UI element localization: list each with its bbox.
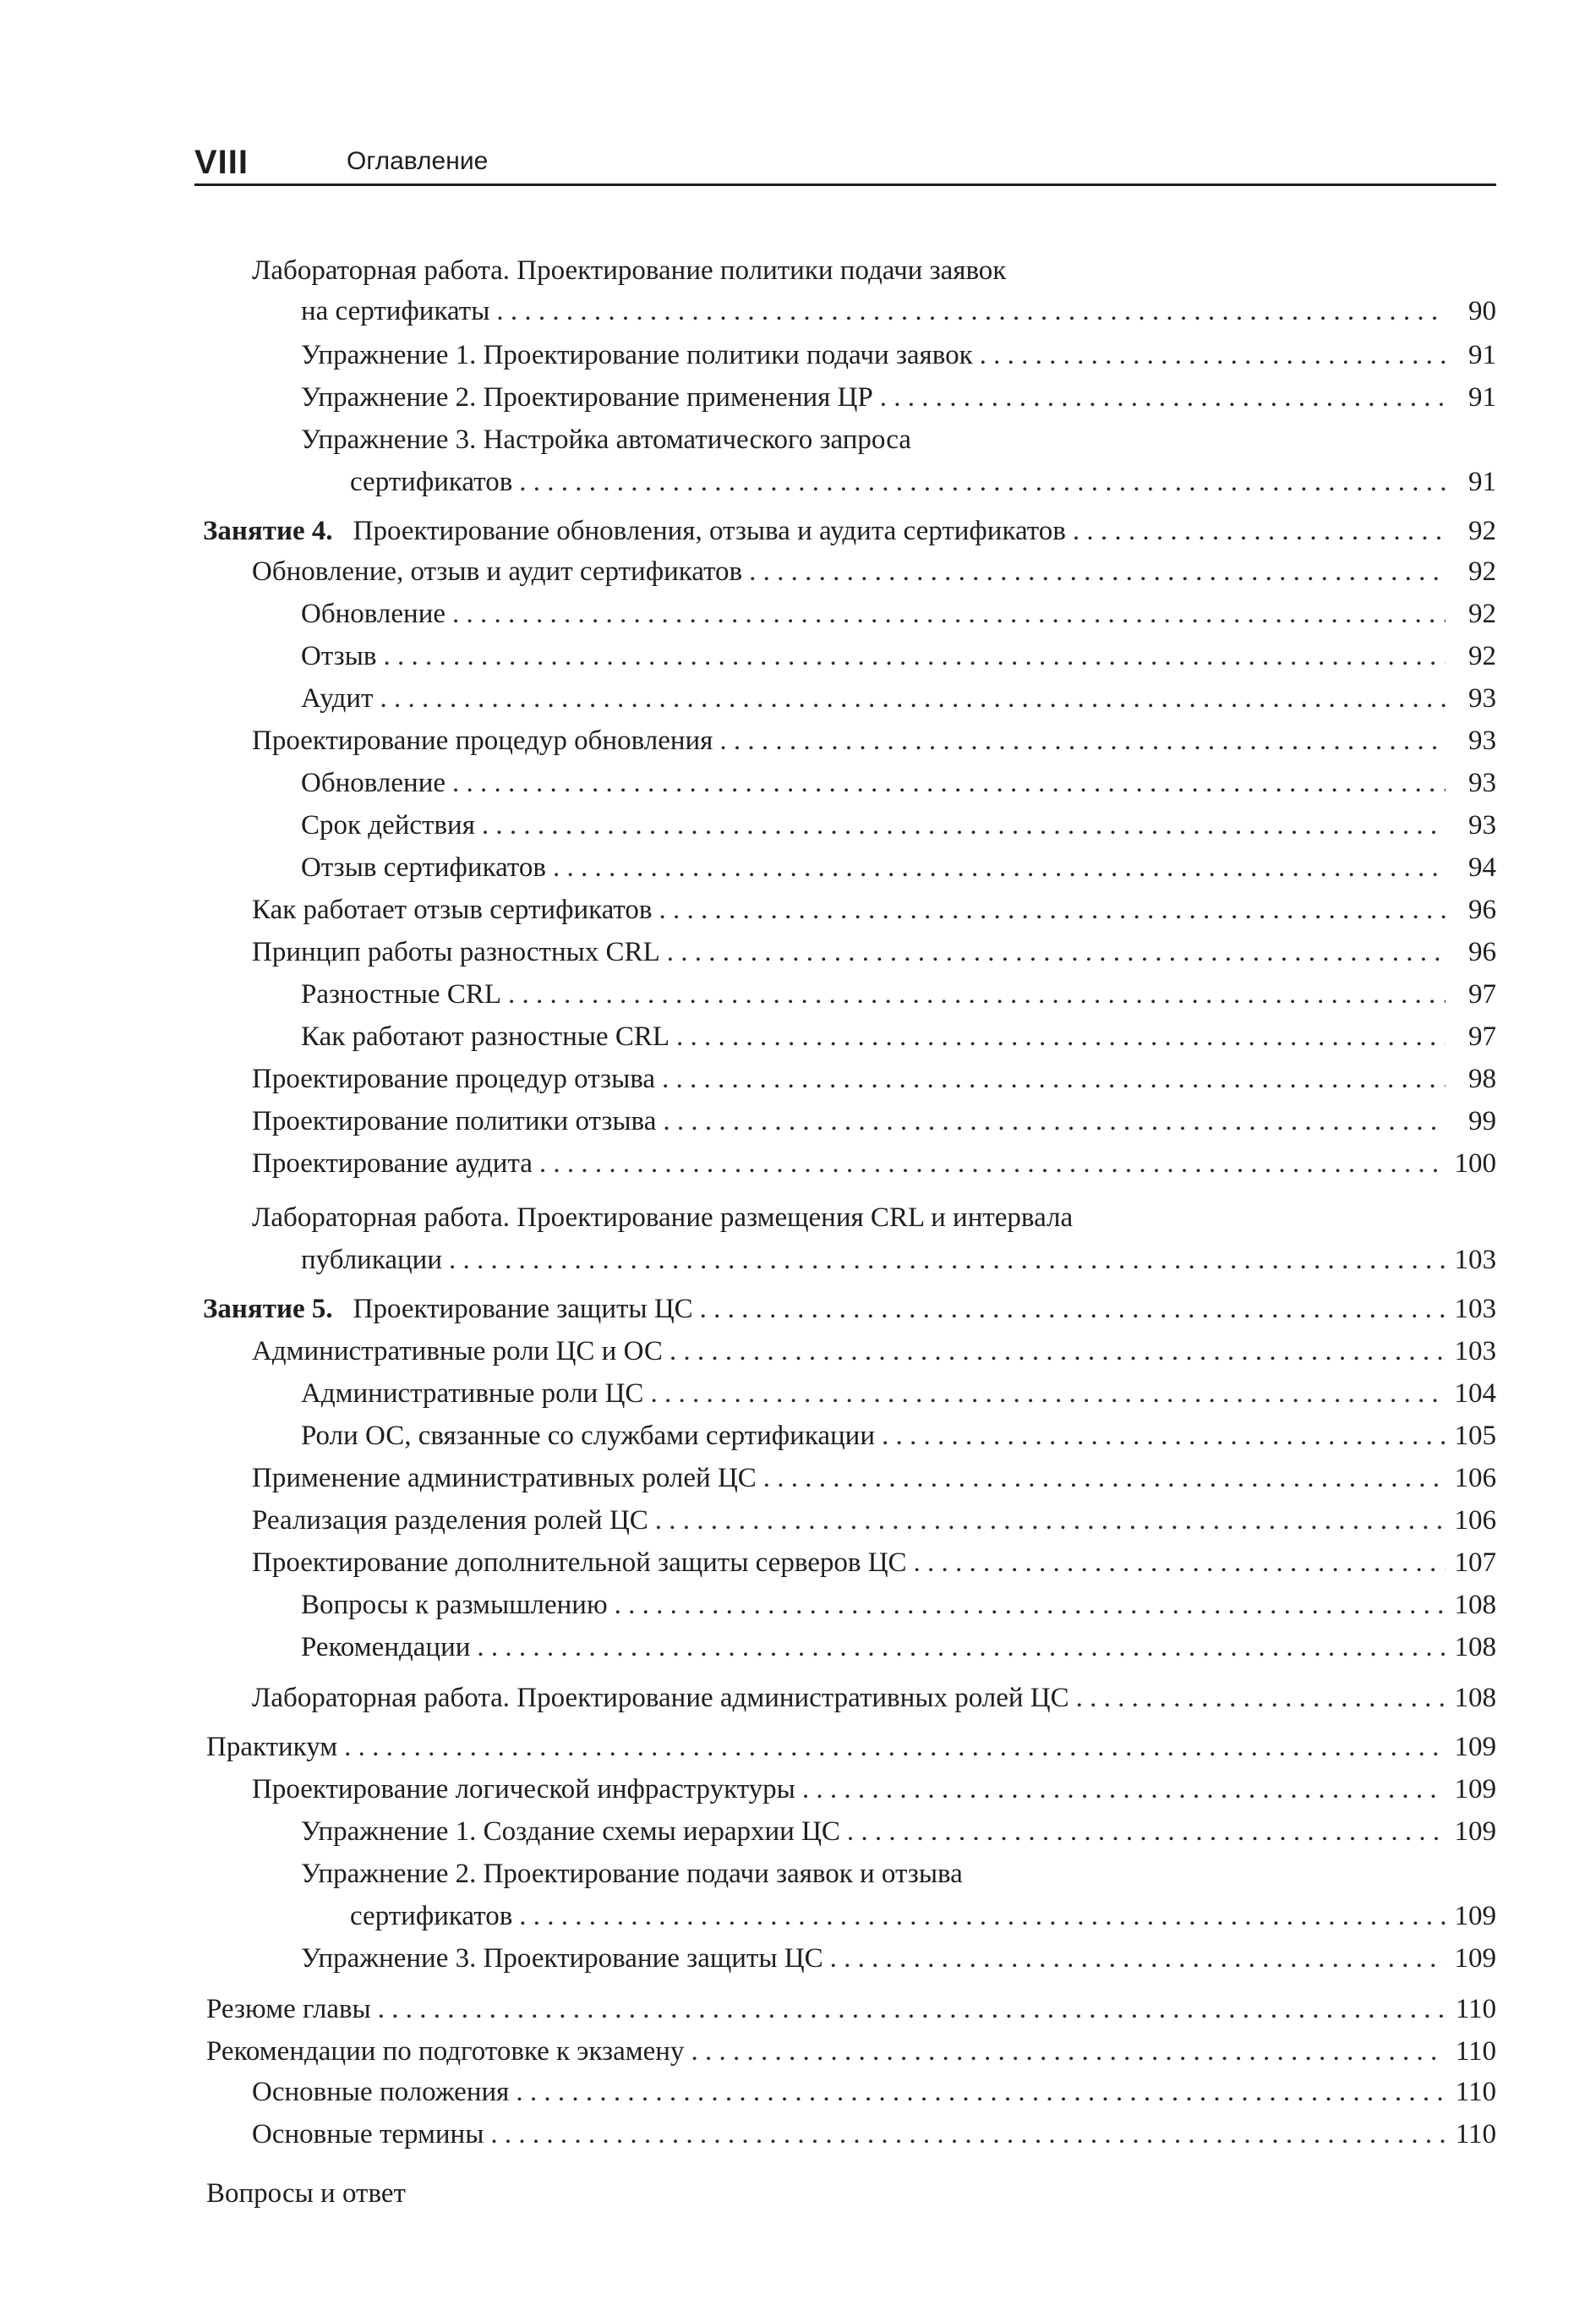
- toc-entry-page: 109: [1454, 1816, 1496, 1847]
- toc-entry-page: 93: [1468, 683, 1496, 714]
- running-title: Оглавление: [347, 147, 489, 175]
- toc-leader-dots: [1073, 512, 1446, 550]
- toc-entry-title: Реализация разделения ролей ЦС: [252, 1505, 648, 1536]
- toc-leader-dots: [663, 1103, 1446, 1140]
- toc-entry[interactable]: [252, 1103, 1496, 1140]
- toc-leader-dots: [655, 1502, 1446, 1539]
- toc-entry-title: Упражнение 2. Проектирование применения ЦР: [301, 382, 873, 413]
- toc-lesson-label: Занятие 5.: [203, 1294, 333, 1324]
- toc-lesson-label: Занятие 4.: [203, 516, 333, 546]
- toc-leader-dots: [553, 849, 1446, 886]
- toc-entry-page: 93: [1468, 768, 1496, 798]
- toc-entry[interactable]: [301, 1940, 1496, 1977]
- toc-entry-title: Вопросы и ответ: [206, 2178, 406, 2209]
- toc-entry[interactable]: [206, 1728, 1496, 1766]
- toc-entry-title: Административные роли ЦС: [301, 1378, 644, 1409]
- toc-entry-page: 97: [1468, 979, 1496, 1010]
- toc-entry-page: 91: [1468, 382, 1496, 413]
- toc-entry[interactable]: [301, 764, 1496, 802]
- toc-entry-title: Лабораторная работа. Проектирование политики подачи заявок: [252, 255, 1007, 286]
- toc-entry-title: Разностные CRL: [301, 979, 501, 1010]
- toc-leader-dots: [882, 1417, 1446, 1454]
- toc-leader-dots: [383, 638, 1446, 675]
- toc-entry-title: Как работает отзыв сертификатов: [252, 895, 653, 925]
- toc-leader-dots: [670, 1333, 1446, 1370]
- toc-entry-title: Вопросы к размышлению: [301, 1590, 608, 1620]
- toc-entry[interactable]: [252, 2116, 1496, 2153]
- toc-entry[interactable]: [301, 807, 1496, 844]
- toc-entry[interactable]: [301, 638, 1496, 675]
- toc-entry-page: 109: [1454, 1774, 1496, 1804]
- toc-entry-title: Обновление, отзыв и аудит сертификатов: [252, 556, 743, 587]
- toc-entry[interactable]: [252, 2073, 1496, 2111]
- toc-entry[interactable]: [301, 1018, 1496, 1055]
- toc-entry-page: 92: [1468, 556, 1496, 587]
- toc-entry-title-cont: на сертификаты: [301, 296, 490, 326]
- toc-entry-continuation[interactable]: [350, 463, 1496, 501]
- toc-leader-dots: [539, 1145, 1446, 1182]
- toc-entry-title: Лабораторная работа. Проектирование административных ролей ЦС: [252, 1683, 1069, 1713]
- toc-leader-dots: [482, 807, 1446, 844]
- toc-entry[interactable]: [252, 1544, 1496, 1581]
- toc-entry-title: Проектирование логической инфраструктуры: [252, 1774, 795, 1804]
- toc-leader-dots: [914, 1544, 1446, 1581]
- toc-entry-title: Основные положения: [252, 2077, 510, 2107]
- toc-entry-title: Упражнение 1. Проектирование политики подачи заявок: [301, 340, 973, 370]
- toc-leader-dots: [477, 1629, 1446, 1666]
- toc-entry-page: 109: [1454, 1943, 1496, 1974]
- page-number: VIII: [194, 144, 249, 181]
- toc-entry-title: Основные термины: [252, 2119, 484, 2149]
- toc-entry-page: 92: [1468, 516, 1496, 546]
- toc-entry-page: 92: [1468, 599, 1496, 629]
- toc-entry-page: 92: [1468, 641, 1496, 671]
- toc-entry-page: 98: [1468, 1064, 1496, 1094]
- toc-leader-dots: [980, 337, 1446, 374]
- toc-entry-page: 96: [1468, 895, 1496, 925]
- toc-leader-dots: [452, 595, 1446, 633]
- toc-entry[interactable]: [206, 1991, 1496, 2028]
- toc-entry-title-cont: сертификатов: [350, 1901, 513, 1931]
- toc-entry[interactable]: [252, 934, 1496, 971]
- toc-leader-dots: [1076, 1679, 1446, 1717]
- toc-leader-dots: [667, 934, 1446, 971]
- toc-entry-page: 108: [1454, 1632, 1496, 1662]
- toc-leader-dots: [344, 1728, 1446, 1766]
- toc-leader-dots: [452, 764, 1446, 802]
- toc-entry[interactable]: [206, 2173, 1496, 2214]
- toc-leader-dots: [519, 1898, 1446, 1935]
- toc-entry[interactable]: [301, 1417, 1496, 1454]
- toc-entry-page: 107: [1454, 1547, 1496, 1578]
- toc-entry[interactable]: [252, 1771, 1496, 1808]
- toc-entry[interactable]: [301, 1586, 1496, 1624]
- toc-entry-page: 96: [1468, 937, 1496, 967]
- toc-entry-title: Проектирование аудита: [252, 1148, 533, 1179]
- toc-entry[interactable]: [252, 250, 1496, 291]
- toc-entry[interactable]: [301, 419, 1496, 460]
- toc-entry-title: Лабораторная работа. Проектирование размещения CRL и интервала: [252, 1202, 1074, 1233]
- toc-entry-page: 91: [1468, 467, 1496, 497]
- toc-leader-dots: [615, 1586, 1446, 1624]
- toc-entry[interactable]: [252, 1197, 1496, 1238]
- toc-entry-page: 94: [1468, 852, 1496, 883]
- toc-entry-page: 93: [1468, 726, 1496, 756]
- toc-entry-title: Проектирование дополнительной защиты серверов ЦС: [252, 1547, 907, 1578]
- toc-leader-dots: [880, 379, 1446, 416]
- toc-entry-page: 110: [1455, 2119, 1496, 2149]
- toc-leader-dots: [662, 1060, 1446, 1098]
- toc-leader-dots: [847, 1813, 1446, 1850]
- toc-entry-title: Резюме главы: [206, 1994, 371, 2024]
- toc-entry[interactable]: [206, 2033, 1496, 2070]
- toc-entry-title: Упражнение 1. Создание схемы иерархии ЦС: [301, 1816, 840, 1847]
- toc-entry[interactable]: [301, 976, 1496, 1013]
- toc-entry-page: 110: [1455, 1994, 1496, 2024]
- toc-entry-title: Принцип работы разностных CRL: [252, 937, 660, 967]
- toc-entry-title: Упражнение 3. Настройка автоматического запроса: [301, 424, 911, 455]
- toc-leader-dots: [378, 1991, 1446, 2028]
- toc-entry-page: 97: [1468, 1021, 1496, 1052]
- toc-leader-dots: [676, 1018, 1446, 1055]
- toc-entry-title: Проектирование обновления, отзыва и аудита сертификатов: [353, 516, 1066, 546]
- toc-entry[interactable]: [301, 595, 1496, 633]
- toc-leader-dots: [691, 2033, 1446, 2070]
- toc-entry[interactable]: [252, 1060, 1496, 1098]
- toc-entry-page: 90: [1468, 296, 1496, 326]
- toc-entry-page: 104: [1454, 1378, 1496, 1409]
- toc-entry-title: Упражнение 2. Проектирование подачи заявок и отзыва: [301, 1859, 963, 1889]
- toc-entry-title: Обновление: [301, 599, 446, 629]
- toc-entry-page: 100: [1454, 1148, 1496, 1179]
- toc-entry-title-cont: сертификатов: [350, 467, 513, 497]
- toc-entry-title: Обновление: [301, 768, 446, 798]
- toc-entry-page: 108: [1454, 1683, 1496, 1713]
- toc-entry-page: 93: [1468, 810, 1496, 841]
- toc-entry[interactable]: [301, 1854, 1496, 1894]
- toc-entry-page: 103: [1454, 1294, 1496, 1324]
- toc-entry-continuation[interactable]: [301, 293, 1496, 330]
- toc-entry-page: 103: [1454, 1336, 1496, 1366]
- toc-entry-title: Проектирование защиты ЦС: [353, 1294, 693, 1324]
- toc-leader-dots: [719, 722, 1446, 759]
- toc-entry-title: Роли ОС, связанные со службами сертификации: [301, 1421, 875, 1451]
- toc-leader-dots: [659, 891, 1446, 928]
- toc-entry-title: Административные роли ЦС и ОС: [252, 1336, 663, 1366]
- toc-entry[interactable]: [301, 379, 1496, 416]
- toc-entry[interactable]: [301, 337, 1496, 374]
- toc-entry[interactable]: [252, 1459, 1496, 1497]
- toc-entry[interactable]: [301, 849, 1496, 886]
- toc-lesson-entry[interactable]: [203, 512, 1496, 550]
- toc-entry-continuation[interactable]: [350, 1898, 1496, 1935]
- toc-leader-dots: [650, 1375, 1446, 1412]
- toc-entry-page: 109: [1454, 1901, 1496, 1931]
- toc-leader-dots: [519, 463, 1446, 501]
- toc-entry[interactable]: [301, 680, 1496, 717]
- toc-entry-title: Отзыв: [301, 641, 377, 671]
- toc-entry[interactable]: [252, 1145, 1496, 1182]
- toc-entry-title: Рекомендации по подготовке к экзамену: [206, 2036, 685, 2067]
- toc-entry-page: 91: [1468, 340, 1496, 370]
- toc-entry-page: 99: [1468, 1106, 1496, 1136]
- toc-leader-dots: [749, 553, 1446, 590]
- toc-leader-dots: [700, 1290, 1446, 1328]
- toc-entry[interactable]: [252, 1333, 1496, 1370]
- toc-entry-page: 106: [1454, 1505, 1496, 1536]
- toc-entry[interactable]: [301, 1629, 1496, 1666]
- toc-leader-dots: [763, 1459, 1446, 1497]
- toc-entry[interactable]: [301, 1813, 1496, 1850]
- toc-entry[interactable]: [252, 1679, 1496, 1717]
- toc-entry-title: Практикум: [206, 1732, 338, 1762]
- toc-entry-title: Проектирование политики отзыва: [252, 1106, 657, 1136]
- toc-leader-dots: [508, 976, 1446, 1013]
- toc-leader-dots: [449, 1241, 1446, 1279]
- toc-entry-page: 108: [1454, 1590, 1496, 1620]
- toc-entry-title: Рекомендации: [301, 1632, 471, 1662]
- toc-entry-title: Срок действия: [301, 810, 475, 841]
- toc-entry-title: Отзыв сертификатов: [301, 852, 546, 883]
- toc-entry-continuation[interactable]: [301, 1241, 1496, 1279]
- toc-leader-dots: [380, 680, 1446, 717]
- toc-entry-page: 109: [1454, 1732, 1496, 1762]
- toc-entry-page: 105: [1454, 1421, 1496, 1451]
- toc-entry-title-cont: публикации: [301, 1245, 442, 1275]
- toc-entry-title: Как работают разностные CRL: [301, 1021, 670, 1052]
- toc-leader-dots: [516, 2073, 1446, 2111]
- toc-entry[interactable]: [252, 553, 1496, 590]
- toc-entry[interactable]: [252, 722, 1496, 759]
- toc-entry-page: 103: [1454, 1245, 1496, 1275]
- toc-entry-page: 106: [1454, 1463, 1496, 1493]
- toc-lesson-entry[interactable]: [203, 1290, 1496, 1328]
- toc-entry-title: Упражнение 3. Проектирование защиты ЦС: [301, 1943, 823, 1974]
- toc-entry-title: Проектирование процедур отзыва: [252, 1064, 656, 1094]
- toc-entry-title: Проектирование процедур обновления: [252, 726, 713, 756]
- toc-entry-page: 110: [1455, 2036, 1496, 2067]
- toc-leader-dots: [802, 1771, 1446, 1808]
- toc-leader-dots: [830, 1940, 1446, 1977]
- toc-entry[interactable]: [252, 891, 1496, 928]
- toc-entry[interactable]: [301, 1375, 1496, 1412]
- toc-entry-page: 110: [1455, 2077, 1496, 2107]
- toc-entry[interactable]: [252, 1502, 1496, 1539]
- toc-leader-dots: [496, 293, 1446, 330]
- toc-leader-dots: [490, 2116, 1446, 2153]
- toc-entry-title: Аудит: [301, 683, 374, 714]
- toc-entry-title: Применение административных ролей ЦС: [252, 1463, 757, 1493]
